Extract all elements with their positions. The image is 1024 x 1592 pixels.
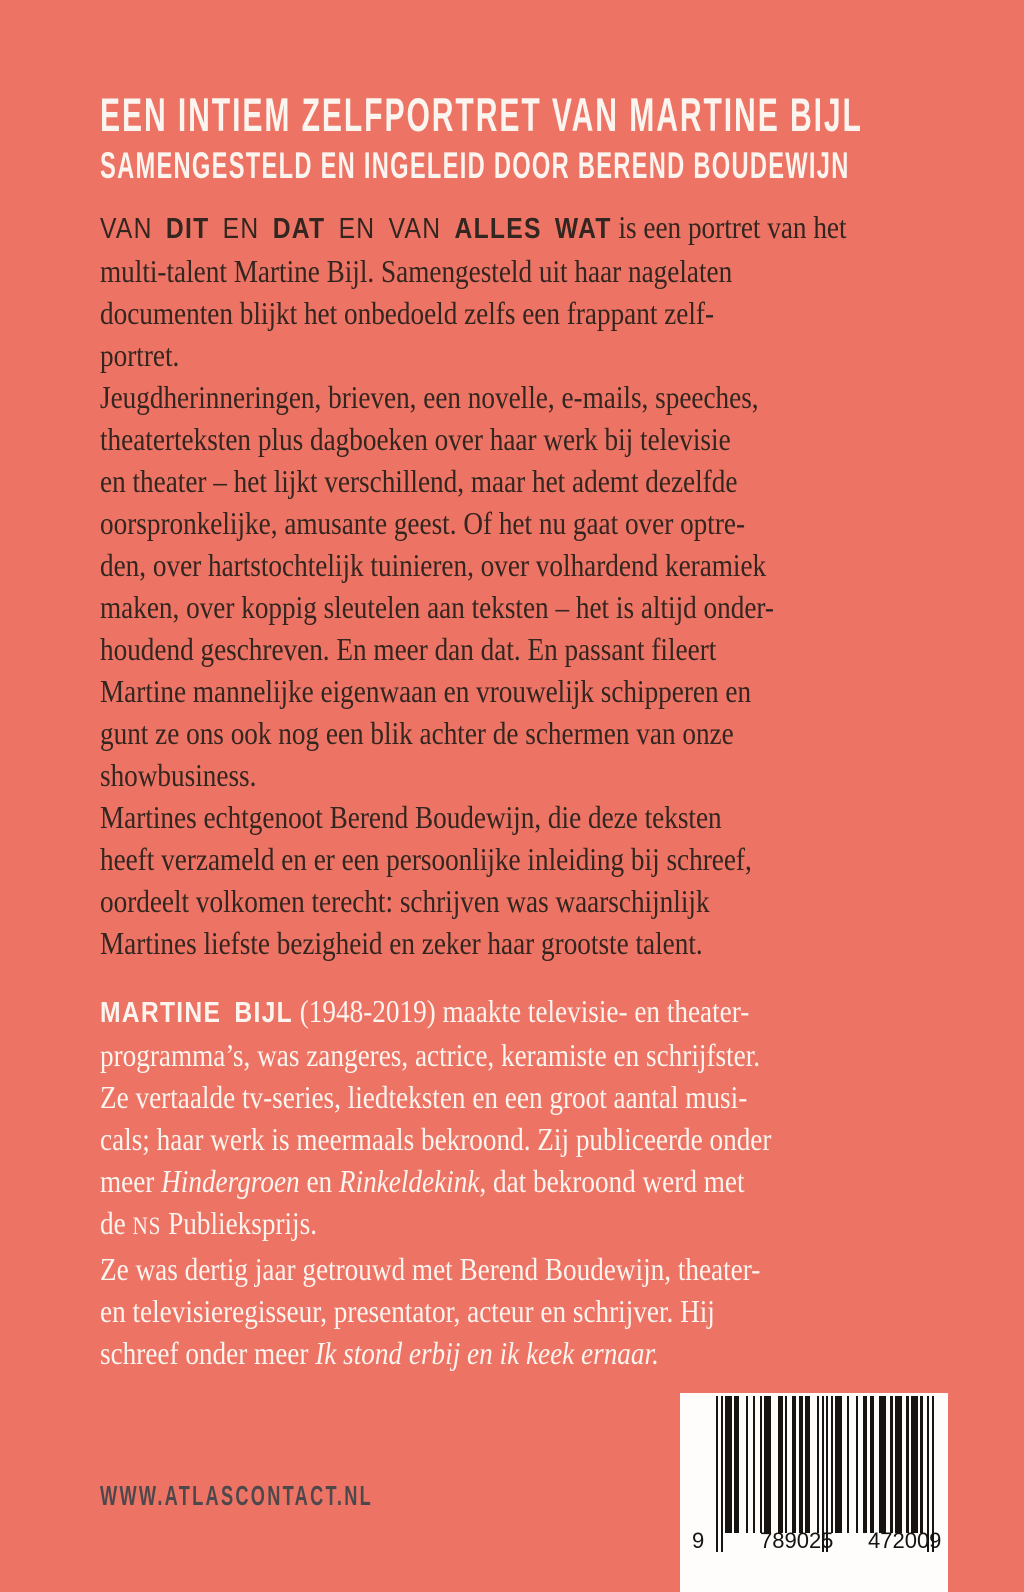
text-line: [100, 418, 847, 460]
barcode-bar: [906, 1396, 908, 1533]
author-bio-text: [100, 990, 771, 1374]
barcode-bar: [920, 1396, 922, 1533]
header: [100, 86, 863, 188]
text-line: [100, 1034, 771, 1076]
text-line: [100, 1248, 771, 1290]
text-line: [100, 1332, 771, 1374]
barcode-bar: [890, 1396, 892, 1533]
barcode-bar: [879, 1396, 886, 1533]
barcode-bar: [835, 1396, 842, 1533]
text-segment: MARTINE BIJL: [100, 997, 293, 1029]
text-segment: gunt ze ons ook nog een blik achter de schermen van onze: [100, 715, 734, 751]
barcode-bar: [831, 1396, 833, 1533]
text-segment: schreef onder meer: [100, 1335, 316, 1371]
text-segment: de: [100, 1205, 133, 1241]
barcode-bar: [753, 1396, 755, 1533]
barcode-bar: [805, 1396, 810, 1533]
text-segment: Martine mannelijke eigenwaan en vrouwelijk schipperen en: [100, 673, 752, 709]
text-segment: NS: [132, 1213, 162, 1240]
text-line: [100, 376, 847, 418]
barcode-bar: [863, 1396, 868, 1533]
barcode-bar: [799, 1396, 804, 1533]
barcode-bar: [895, 1396, 902, 1533]
barcode-bar: [746, 1396, 748, 1533]
text-segment: Martines echtgenoot Berend Boudewijn, die deze teksten: [100, 799, 722, 835]
barcode-bar: [856, 1396, 858, 1533]
text-segment: Jeugdherinneringen, brieven, een novelle, e-mails, speeches,: [100, 379, 759, 415]
text-segment: den, over hartstochtelijk tuinieren, over volhardend keramiek: [100, 547, 767, 583]
barcode-bar: [911, 1396, 918, 1533]
barcode-bar: [870, 1396, 875, 1533]
text-segment: maken, over koppig sleutelen aan teksten – het is altijd onder-: [100, 589, 774, 625]
text-segment: en: [299, 1163, 339, 1199]
text-segment: en theater – het lijkt verschillend, maar het ademt dezelfde: [100, 463, 738, 499]
text-line: [100, 922, 847, 964]
barcode-bar: [725, 1396, 732, 1533]
text-line: [100, 586, 847, 628]
text-line: [100, 712, 847, 754]
text-segment: houdend geschreven. En meer dan dat. En passant fileert: [100, 631, 717, 667]
text-line: [100, 1290, 771, 1332]
text-segment: , dat bekroond werd met: [479, 1163, 745, 1199]
text-line: [100, 1118, 771, 1160]
text-segment: heeft verzameld en er een persoonlijke inleiding bij schreef,: [100, 841, 752, 877]
text-segment: is een portret van het: [611, 209, 847, 245]
barcode-bar: [760, 1396, 762, 1533]
text-segment: oorspronkelijke, amusante geest. Of het nu gaat over optre-: [100, 505, 746, 541]
text-line: [100, 628, 847, 670]
text-line: [100, 1202, 771, 1248]
text-segment: ALLES WAT: [454, 213, 612, 245]
barcode-bar: [716, 1396, 718, 1552]
text-line: [100, 1076, 771, 1118]
text-segment: Ze was dertig jaar getrouwd met Berend Boudewijn, theater-: [100, 1251, 761, 1287]
barcode-bar: [764, 1396, 771, 1533]
text-segment: oordeelt volkomen terecht: schrijven was waarschijnlijk: [100, 883, 710, 919]
text-segment: VAN: [100, 213, 166, 245]
barcode-bar: [778, 1396, 783, 1533]
barcode-bar: [792, 1396, 797, 1533]
cover-subtitle-line: SAMENGESTELD EN INGELEID DOOR BEREND BOUDEWIJN: [100, 145, 850, 186]
text-segment: meer: [100, 1163, 162, 1199]
text-segment: EN: [209, 213, 273, 245]
text-line: [100, 334, 847, 376]
text-segment: en televisieregisseur, presentator, acteur en schrijver. Hij: [100, 1293, 715, 1329]
cover-title-line: EEN INTIEM ZELFPORTRET VAN MARTINE BIJL: [100, 88, 863, 141]
text-segment: Martines liefste bezigheid en zeker haar grootste talent.: [100, 925, 703, 961]
text-line: [100, 754, 847, 796]
book-title-italic: Hindergroen: [161, 1163, 300, 1199]
barcode-bar: [847, 1396, 849, 1533]
text-segment: DIT: [165, 213, 210, 245]
text-segment: portret.: [100, 337, 180, 373]
barcode-bar: [785, 1396, 787, 1533]
text-line: [100, 544, 847, 586]
barcode-digits-left-group: 789025: [760, 1528, 834, 1553]
text-segment: theaterteksten plus dagboeken over haar werk bij televisie: [100, 421, 731, 457]
text-line: [100, 796, 847, 838]
barcode-digits-right-group: 472009: [868, 1528, 942, 1553]
text-line: [100, 502, 847, 544]
text-segment: documenten blijkt het onbedoeld zelfs een frappant zelf-: [100, 295, 715, 331]
blurb-text: [100, 206, 847, 964]
text-line: [100, 460, 847, 502]
text-line: [100, 670, 847, 712]
barcode-bar: [734, 1396, 739, 1533]
text-segment: programma’s, was zangeres, actrice, keramiste en schrijfster.: [100, 1037, 761, 1073]
text-segment: cals; haar werk is meermaals bekroond. Zij publiceerde onder: [100, 1121, 772, 1157]
book-title-italic: Ik stond erbij en ik keek ernaar.: [315, 1335, 659, 1371]
text-line: [100, 990, 771, 1034]
barcode-bar: [817, 1396, 819, 1533]
text-segment: Publieksprijs.: [161, 1205, 318, 1241]
text-line: [100, 838, 847, 880]
text-line: [100, 292, 847, 334]
text-line: [100, 1160, 771, 1202]
barcode-digit-leading: 9: [692, 1528, 705, 1553]
text-line: [100, 250, 847, 292]
barcode: [680, 1393, 948, 1592]
text-segment: EN VAN: [325, 213, 455, 245]
publisher-website: WWW.ATLASCONTACT.NL: [100, 1480, 374, 1511]
text-segment: (1948-2019) maakte televisie- en theater-: [292, 993, 750, 1029]
text-segment: multi-talent Martine Bijl. Samengesteld uit haar nagelaten: [100, 253, 733, 289]
text-segment: Ze vertaalde tv-series, liedteksten en een groot aantal musi-: [100, 1079, 748, 1115]
barcode-bar: [721, 1396, 723, 1552]
text-segment: showbusiness.: [100, 757, 257, 793]
text-line: [100, 880, 847, 922]
book-title-italic: Rinkeldekink: [338, 1163, 480, 1199]
text-segment: DAT: [272, 213, 326, 245]
text-line: [100, 206, 847, 250]
